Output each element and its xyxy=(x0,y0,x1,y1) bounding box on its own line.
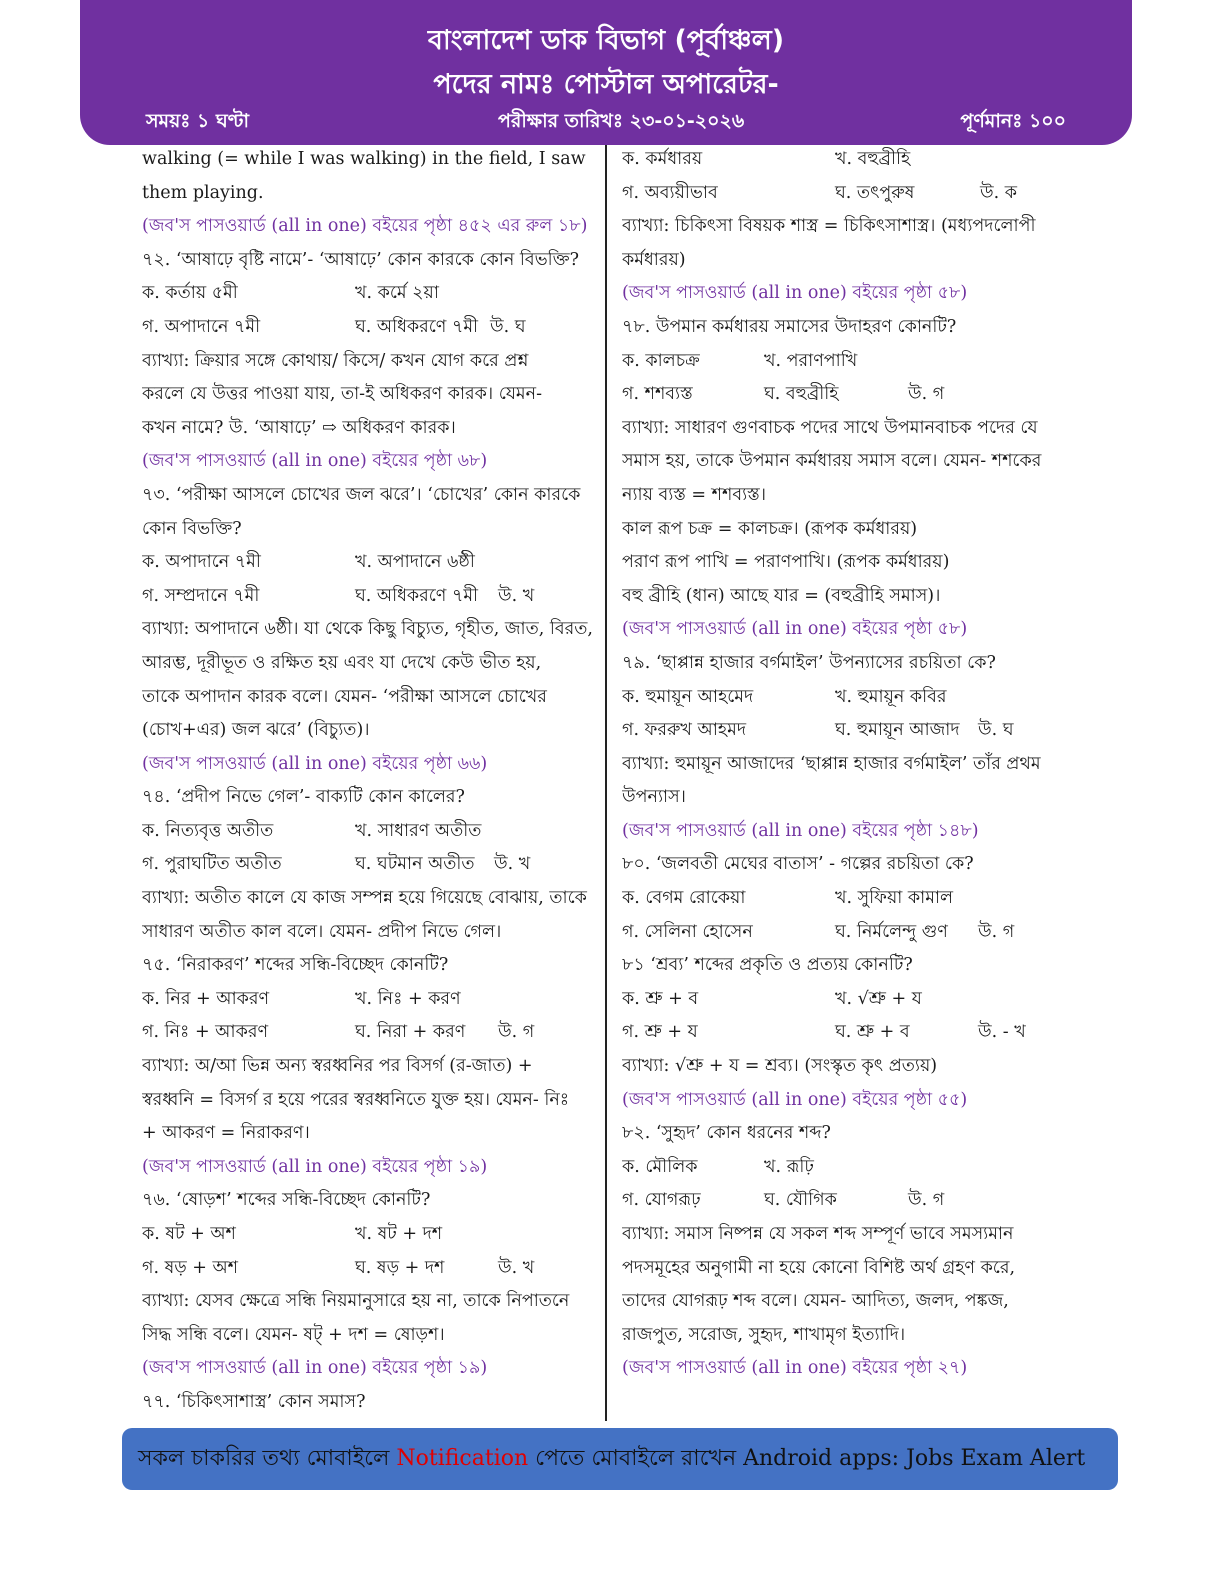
question-81: ৮১ ‘শ্রব্য’ শব্দের প্রকৃতি ও প্রত্যয় কোনটি? xyxy=(622,955,913,976)
reference-line: (জব'স পাসওয়ার্ড (all in one) বইয়ের পৃষ্ঠা ৬৮) xyxy=(142,451,488,472)
reference-line: (জব'স পাসওয়ার্ড (all in one) বইয়ের পৃষ্ঠা ৫৮) xyxy=(622,619,968,640)
option: গ. ফররুখ আহমদ xyxy=(622,720,747,741)
option-row xyxy=(622,345,1084,379)
org-title: বাংলাদেশ ডাক বিভাগ (পূর্বাঞ্চল) xyxy=(427,25,785,56)
option: ক. শ্রু + ব xyxy=(622,988,699,1009)
option: খ. অপাদানে ৬ষ্ঠী xyxy=(355,552,475,573)
option: ক. অপাদানে ৭মী xyxy=(142,552,261,573)
option: গ. শ্রু + য xyxy=(622,1022,698,1043)
text-line: করলে যে উত্তর পাওয়া যায়, তা-ই অধিকরণ কারক। যেমন- xyxy=(142,384,542,405)
text-line: সিদ্ধ সন্ধি বলে। যেমন- ষট্ + দশ = ষোড়শ। xyxy=(142,1324,445,1345)
option: খ. রূঢ়ি xyxy=(764,1156,814,1177)
option: খ. কর্মে ২য়া xyxy=(355,283,439,304)
option: ক. ষট + অশ xyxy=(142,1224,236,1244)
option: খ. সাধারণ অতীত xyxy=(355,820,482,841)
text-line: walking (= while I was walking) in the field, I saw xyxy=(142,149,586,169)
option: খ. √শ্রু + য xyxy=(835,988,922,1009)
option-row xyxy=(622,143,1084,177)
question-82: ৮২. ‘সুহৃদ’ কোন ধরনের শব্দ? xyxy=(622,1123,831,1144)
option-row xyxy=(622,916,1084,950)
option: ঘ. হুমায়ূন আজাদ xyxy=(835,720,960,741)
option: খ. বহুব্রীহি xyxy=(835,149,911,169)
reference-line: (জব'স পাসওয়ার্ড (all in one) বইয়ের পৃষ্ঠা ৫৫) xyxy=(622,1089,968,1110)
reference-line: (জব'স পাসওয়ার্ড (all in one) বইয়ের পৃষ্ঠা ২৭) xyxy=(622,1358,968,1379)
text-line: কর্মধারয়) xyxy=(622,249,686,270)
option-row xyxy=(622,714,1084,748)
option-row xyxy=(622,177,1084,211)
question-79: ৭৯. ‘ছাপ্পান্ন হাজার বর্গমাইল’ উপন্যাসের রচয়িতা কে? xyxy=(622,652,996,673)
option-row xyxy=(622,983,1084,1017)
text-line: আরম্ভ, দূরীভূত ও রক্ষিত হয় এবং যা দেখে কেউ ভীত হয়, xyxy=(142,652,542,673)
footer-text-pre: সকল চাকরির তথ্য মোবাইলে xyxy=(138,1446,397,1471)
option: ঘ. বহুব্রীহি xyxy=(764,384,839,405)
option-row xyxy=(142,1218,604,1252)
text-line: ব্যাখ্যা: হুমায়ূন আজাদের ‘ছাপ্পান্ন হাজার বর্গমাইল’ তাঁর প্রথম xyxy=(622,753,1041,774)
question-77: ৭৭. ‘চিকিৎসাশাস্ত্র’ কোন সমাস? xyxy=(142,1391,366,1412)
option-row xyxy=(142,580,604,614)
post-title: পদের নামঃ পোস্টাল অপারেটর- xyxy=(433,69,779,100)
header-banner xyxy=(80,0,1132,145)
option: খ. নিঃ + করণ xyxy=(355,988,461,1009)
option: গ. সম্প্রদানে ৭মী xyxy=(142,585,260,606)
option: ক. নির + আকরণ xyxy=(142,988,270,1009)
text-line: কাল রূপ চক্র = কালচক্র। (রূপক কর্মধারয়) xyxy=(622,518,918,539)
text-line: রাজপুত, সরোজ, সুহৃদ, শাখামৃগ ইত্যাদি। xyxy=(622,1324,906,1345)
exam-time: সময়ঃ ১ ঘণ্টা xyxy=(146,110,249,132)
full-marks: পূর্ণমানঃ ১০০ xyxy=(960,110,1066,132)
option: ঘ. তৎপুরুষ xyxy=(835,182,915,203)
option: ক. কালচক্র xyxy=(622,350,700,371)
answer: উ. গ xyxy=(978,921,1015,942)
question-74: ৭৪. ‘প্রদীপ নিভে গেল’- বাক্যটি কোন কালের? xyxy=(142,787,465,808)
option-row xyxy=(622,1151,1084,1185)
right-column xyxy=(622,143,1084,1386)
question-76: ৭৬. ‘ষোড়শ’ শব্দের সন্ধি-বিচ্ছেদ কোনটি? xyxy=(142,1190,431,1211)
option: ঘ. নির্মলেন্দু গুণ xyxy=(835,921,948,942)
option-row xyxy=(142,1252,604,1286)
option-row xyxy=(142,546,604,580)
footer-banner xyxy=(122,1428,1118,1490)
text-line: সমাস হয়, তাকে উপমান কর্মধারয় সমাস বলে। যেমন- শশকের xyxy=(622,451,1042,472)
option: ঘ. যৌগিক xyxy=(764,1190,837,1211)
option: ক. বেগম রোকেয়া xyxy=(622,888,746,909)
option: গ. শশব্যস্ত xyxy=(622,384,693,405)
option: ঘ. নিরা + করণ xyxy=(355,1022,466,1043)
option: গ. পুরাঘটিত অতীত xyxy=(142,854,282,875)
text-line: ব্যাখ্যা: অতীত কালে যে কাজ সম্পন্ন হয়ে গিয়েছে বোঝায়, তাকে xyxy=(142,888,587,909)
text-line: ব্যাখ্যা: √শ্রু + য = শ্রব্য। (সংস্কৃত কৃৎ প্রত্যয়) xyxy=(622,1056,938,1077)
option: খ. হুমায়ূন কবির xyxy=(835,686,947,707)
exam-date: পরীক্ষার তারিখঃ ২৩-০১-২০২৬ xyxy=(498,110,745,132)
answer: উ. খ xyxy=(498,585,535,606)
option: গ. ষড় + অশ xyxy=(142,1257,239,1278)
option: ক. মৌলিক xyxy=(622,1156,698,1177)
option: ঘ. শ্রু + ব xyxy=(835,1022,910,1043)
text-line: (চোখ+এর) জল ঝরে’ (বিচ্যুত)। xyxy=(142,720,370,741)
option: খ. সুফিয়া কামাল xyxy=(835,888,954,909)
option: গ. যোগরূঢ় xyxy=(622,1190,701,1211)
option: খ. পরাণপাখি xyxy=(764,350,858,371)
option-row xyxy=(142,1016,604,1050)
left-column xyxy=(142,143,604,1420)
reference-line: (জব'স পাসওয়ার্ড (all in one) বইয়ের পৃষ্ঠা ৪৫২ এর রুল ১৮) xyxy=(142,216,588,237)
text-line: সাধারণ অতীত কাল বলে। যেমন- প্রদীপ নিভে গেল। xyxy=(142,921,502,942)
text-line: স্বরধ্বনি = বিসর্গ র হয়ে পরের স্বরধ্বনিতে যুক্ত হয়। যেমন- নিঃ xyxy=(142,1089,570,1110)
reference-line: (জব'স পাসওয়ার্ড (all in one) বইয়ের পৃষ্ঠা ১৯) xyxy=(142,1358,488,1379)
text-line: ন্যায় ব্যস্ত = শশব্যস্ত। xyxy=(622,484,767,505)
text-line: ব্যাখ্যা: অপাদানে ৬ষ্ঠী। যা থেকে কিছু বিচ্যুত, গৃহীত, জাত, বিরত, xyxy=(142,619,593,640)
option-row xyxy=(622,378,1084,412)
option-row xyxy=(142,277,604,311)
option: ক. কর্মধারয় xyxy=(622,149,703,169)
text-line: ব্যাখ্যা: চিকিৎসা বিষয়ক শাস্ত্র = চিকিৎসাশাস্ত্র। (মধ্যপদলোপী xyxy=(622,216,1036,237)
text-line: ব্যাখ্যা: অ/আ ভিন্ন অন্য স্বরধ্বনির পর বিসর্গ (র-জাত) + xyxy=(142,1056,533,1077)
option: গ. অব্যয়ীভাব xyxy=(622,182,718,203)
option-row xyxy=(622,681,1084,715)
option: ঘ. ষড় + দশ xyxy=(355,1257,445,1278)
text-line: পরাণ রূপ পাখি = পরাণপাখি। (রূপক কর্মধারয়) xyxy=(622,552,950,573)
answer: উ. ক xyxy=(980,182,1017,203)
option: ঘ. অধিকরণে ৭মী xyxy=(355,585,479,606)
option-row xyxy=(622,1184,1084,1218)
column-divider xyxy=(605,145,607,1421)
footer-text xyxy=(138,1428,1085,1490)
question-72: ৭২. ‘আষাঢ়ে বৃষ্টি নামে’- ‘আষাঢ়ে’ কোন কারকে কোন বিভক্তি? xyxy=(142,249,580,270)
text-line: them playing. xyxy=(142,182,264,203)
text-line: + আকরণ = নিরাকরণ। xyxy=(142,1123,310,1144)
text-line: কখন নামে? উ. ‘আষাঢ়ে’ ⇨ অধিকরণ কারক। xyxy=(142,417,456,438)
reference-line: (জব'স পাসওয়ার্ড (all in one) বইয়ের পৃষ্ঠা ৫৮) xyxy=(622,283,968,304)
option: গ. নিঃ + আকরণ xyxy=(142,1022,269,1043)
text-line: ব্যাখ্যা: যেসব ক্ষেত্রে সন্ধি নিয়মানুসারে হয় না, তাকে নিপাতনে xyxy=(142,1291,570,1312)
question-75: ৭৫. ‘নিরাকরণ’ শব্দের সন্ধি-বিচ্ছেদ কোনটি? xyxy=(142,955,449,976)
answer: উ. ঘ xyxy=(978,720,1014,741)
question-80: ৮০. ‘জলবতী মেঘের বাতাস’ - গল্পের রচয়িতা কে? xyxy=(622,854,974,875)
reference-line: (জব'স পাসওয়ার্ড (all in one) বইয়ের পৃষ্ঠা ১৪৮) xyxy=(622,820,979,841)
option-row xyxy=(142,983,604,1017)
option: গ. অপাদানে ৭মী xyxy=(142,316,261,337)
option: ক. হুমায়ূন আহমেদ xyxy=(622,686,754,707)
option: ঘ. ঘটমান অতীত xyxy=(355,854,475,875)
option: ক. নিত্যবৃত্ত অতীত xyxy=(142,820,274,841)
answer: উ. গ xyxy=(908,1190,945,1211)
answer: উ. - খ xyxy=(978,1022,1026,1043)
text-line: তাদের যোগরূঢ় শব্দ বলে। যেমন- আদিত্য, জলদ, পঙ্কজ, xyxy=(622,1291,1009,1312)
text-line: ব্যাখ্যা: সাধারণ গুণবাচক পদের সাথে উপমানবাচক পদের যে xyxy=(622,417,1038,438)
question-73: ৭৩. ‘পরীক্ষা আসলে চোখের জল ঝরে’। ‘চোখের’ কোন কারকে xyxy=(142,484,581,505)
footer-highlight: Notification xyxy=(396,1446,529,1471)
text-line: উপন্যাস। xyxy=(622,787,686,808)
reference-line: (জব'স পাসওয়ার্ড (all in one) বইয়ের পৃষ্ঠা ৬৬) xyxy=(142,753,488,774)
option-row xyxy=(622,882,1084,916)
answer: উ. খ xyxy=(498,1257,535,1278)
answer: উ. গ xyxy=(908,384,945,405)
option-row xyxy=(142,848,604,882)
answer: উ. খ xyxy=(494,854,531,875)
text-line: বহু ব্রীহি (ধান) আছে যার = (বহুব্রীহি সমাস)। xyxy=(622,585,941,606)
text-line: ব্যাখ্যা: সমাস নিষ্পন্ন যে সকল শব্দ সম্পূর্ণ ভাবে সমস্যমান xyxy=(622,1224,1014,1244)
text-line: কোন বিভক্তি? xyxy=(142,518,242,539)
text-line: ব্যাখ্যা: ক্রিয়ার সঙ্গে কোথায়/ কিসে/ কখন যোগ করে প্রশ্ন xyxy=(142,350,529,371)
option: খ. ষট + দশ xyxy=(355,1224,443,1244)
answer: উ. ঘ xyxy=(490,316,526,337)
answer: উ. গ xyxy=(498,1022,535,1043)
option: ঘ. অধিকরণে ৭মী xyxy=(355,316,479,337)
question-78: ৭৮. উপমান কর্মধারয় সমাসের উদাহরণ কোনটি? xyxy=(622,316,957,337)
text-line: তাকে অপাদান কারক বলে। যেমন- ‘পরীক্ষা আসলে চোখের xyxy=(142,686,547,707)
option-row xyxy=(142,815,604,849)
option: গ. সেলিনা হোসেন xyxy=(622,921,753,942)
text-line: পদসমূহের অনুগামী না হয়ে কোনো বিশিষ্ট অর্থ গ্রহণ করে, xyxy=(622,1257,1016,1278)
option-row xyxy=(142,311,604,345)
option: ক. কর্তায় ৫মী xyxy=(142,283,238,304)
option-row xyxy=(622,1016,1084,1050)
reference-line: (জব'স পাসওয়ার্ড (all in one) বইয়ের পৃষ্ঠা ১৯) xyxy=(142,1156,488,1177)
footer-text-post: পেতে মোবাইলে রাখেন Android apps: Jobs Exam Alert xyxy=(528,1446,1086,1471)
